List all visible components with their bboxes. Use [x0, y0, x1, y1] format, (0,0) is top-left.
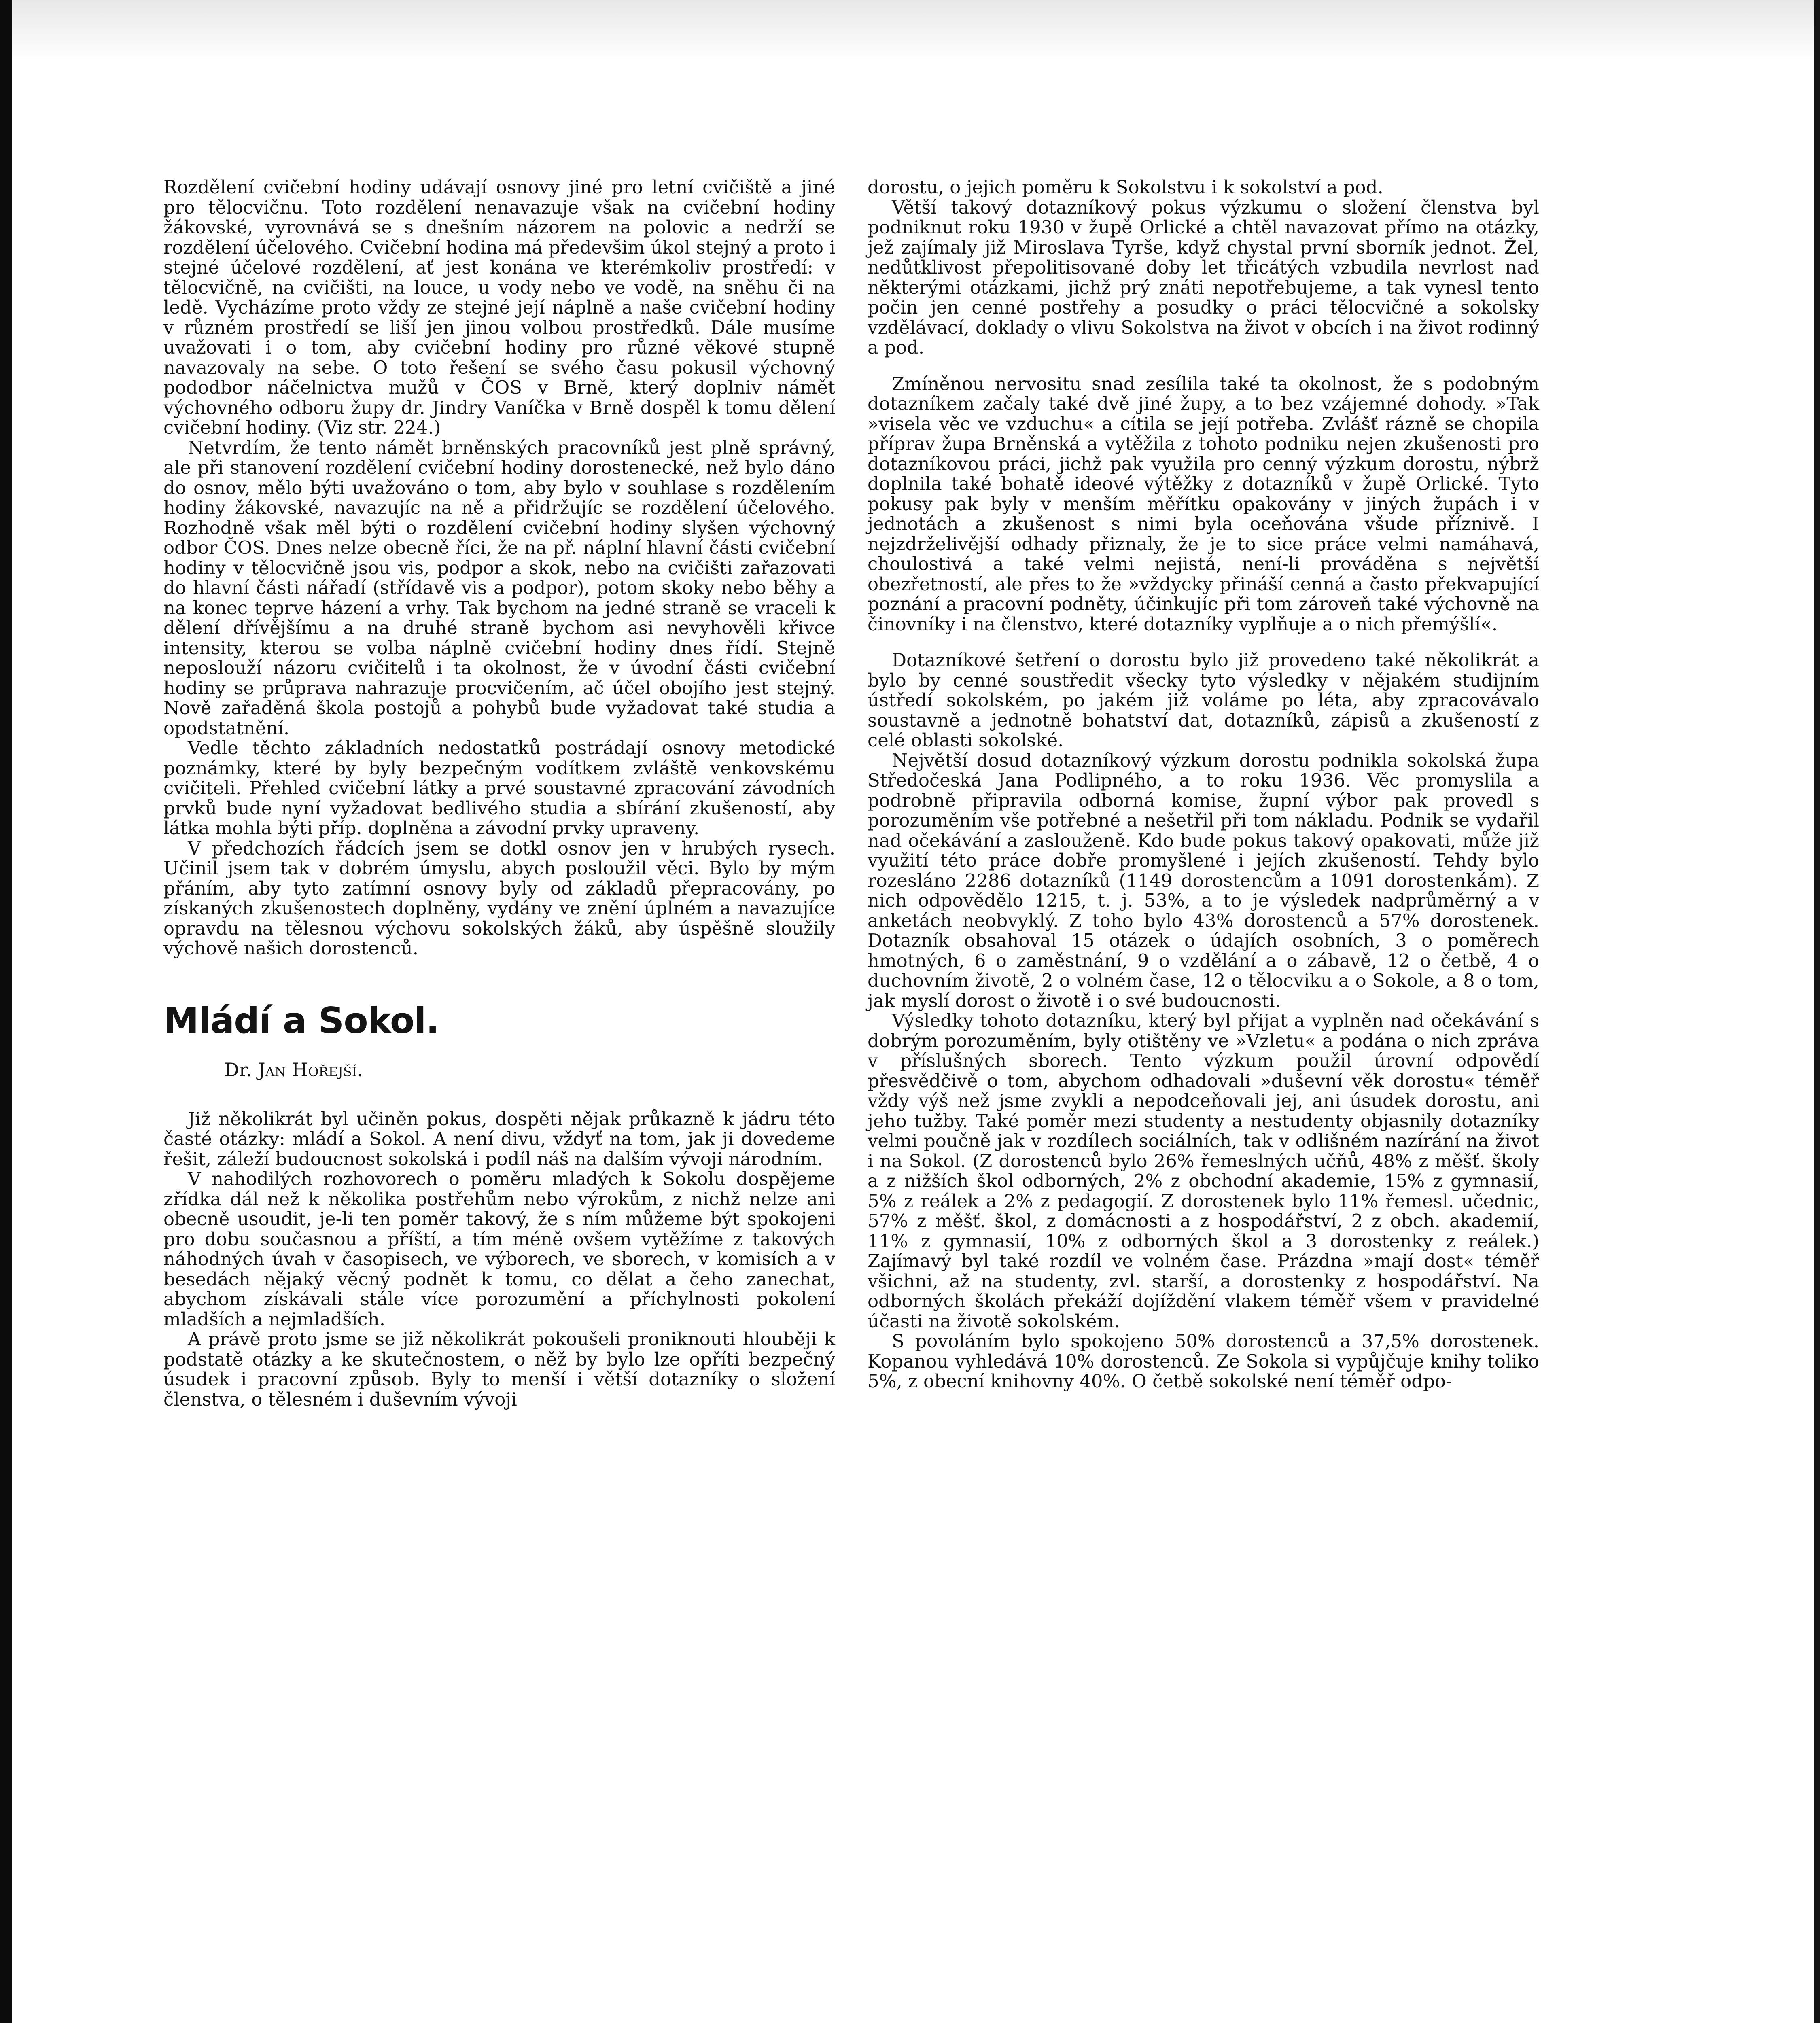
paragraph: V nahodilých rozhovorech o poměru mladých k Sokolu dospějeme zřídka dál než k několika postřehům nebo výrokům, z nichž nelze ani obecně usoudit, je-li ten poměr takový, že s ním můžeme být spokojeni pro dobu současnou a příští, a tím méně ovšem vytěžíme z takových náhodných úvah v časopisech, ve výborech, ve sborech, v komisích a v besedách nějaký věcný podnět k tomu, co dělat a čeho zanechat, abychom získávali stále více porozumění a příchylnosti pokolení mladších a nejmladších.: [163, 1168, 835, 1330]
paragraph: Netvrdím, že tento námět brněnských pracovníků jest plně správný, ale při stanovení rozdělení cvičební hodiny dorostenecké, než bylo dáno do osnov, mělo býti uvažováno o tom, aby bylo v souhlase s rozdělením hodiny žákovské, navazujíc na ně a přidržujíc se rozdělení účelového. Rozhodně však měl býti o rozdělení cvičební hodiny slyšen výchovný odbor ČOS. Dnes nelze obecně říci, že na př. náplní hlavní části cvičební hodiny v tělocvičně jsou vis, podpor a skok, nebo na cvičišti zařazovati do hlavní části nářadí (střídavě vis a podpor), potom skoky nebo běhy a na konec teprve házení a vrhy. Tak bychom na jedné straně se vraceli k dělení dřívějšímu a na druhé straně bychom asi nevyhověli křivce intensity, kterou se volba náplně cvičební hodiny dnes řídí. Stejně neposlouží názoru cvičitelů i ta okolnost, že v úvodní části cvičební hodiny se průprava nahrazuje procvičením, ač účel obojího jest stejný. Nově zařaděná škola postojů a pohybů bude vyžadovat také studia a opodstatnění.: [163, 437, 835, 739]
paragraph: S povoláním bylo spokojeno 50% dorostenců a 37,5% dorostenek. Kopanou vyhledává 10% dorostenců. Ze Sokola si vypůjčuje knihy toliko 5%, z obecní knihovny 40%. O četbě sokolské není téměř odpo-: [868, 1330, 1539, 1392]
paragraph: V předchozích řádcích jsem se dotkl osnov jen v hrubých rysech. Učinil jsem tak v dobrém úmyslu, abych posloužil věci. Bylo by mým přáním, aby tyto zatímní osnovy byly od základů přepracovány, po získaných zkušenostech doplněny, vydány ve znění úplném a navazujíce opravdu na tělesnou výchovu sokolských žáků, aby úspěšně sloužily výchově našich dorostenců.: [163, 837, 835, 959]
paragraph: Rozdělení cvičební hodiny udávají osnovy jiné pro letní cvičiště a jiné pro tělocvičnu. Toto rozdělení nenavazuje však na cvičební hodiny žákovské, vyrovnává se s dnešním názorem na polovic a nedrží se rozdělení účelového. Cvičební hodina má předevšim úkol stejný a proto i stejné účelové rozdělení, ať jest konána ve kterémkoliv prostředí: v tělocvičně, na cvičišti, na louce, u vody nebo ve vodě, na sněhu či na ledě. Vycházíme proto vždy ze stejné její náplně a naše cvičební hodiny v různém prostředí se liší jen jinou volbou prostředků. Dále musíme uvažovati i o tom, aby cvičební hodiny pro různé věkové stupně navazovaly na sebe. O toto řešení se svého času pokusil výchovný pododbor náčelnictva mužů v ČOS v Brně, který doplniv námět výchovného odboru župy dr. Jindry Vaníčka v Brně dospěl k tomu dělení cvičební hodiny. (Viz str. 224.): [163, 176, 835, 438]
paragraph: Zmíněnou nervositu snad zesílila také ta okolnost, že s podobným dotazníkem začaly také dvě jiné župy, a to bez vzájemné dohody. »Tak »visela věc ve vzduchu« a cítila se její potřeba. Zvlášť rázně se chopila příprav župa Brněnská a vytěžila z tohoto podniku nejen zkušenosti pro dotazníkovou práci, jichž pak využila pro cenný výzkum dorostu, nýbrž doplnila také bohatě ideové výtěžky z dotazníků v župě Orlické. Tyto pokusy pak byly v menším měřítku opakovány v jiných župách i v jednotách a zkušenost s nimi byla oceňována všude příznivě. I nejzdrželivější odhady přiznaly, že je to sice práce velmi namáhavá, choulostivá a také velmi nejistá, není-li prováděna s největší obezřetností, ale přes to že »vždycky přináší cenná a často překvapující poznání a pracovní podněty, účinkujíc při tom zároveň také výchovně na činovníky i na členstvo, které dotazníky vyplňuje a o nich přemýšlí«.: [868, 373, 1539, 635]
paragraph: Vedle těchto základních nedostatků postrádají osnovy metodické poznámky, které by byly bezpečným vodítkem zvláště venkovskému cvičiteli. Přehled cvičební látky a prvé soustavné zpracování závodních prvků bude nyní vyžadovat bedlivého studia a sbírání zkušeností, aby látka mohla býti příp. doplněna a závodní prvky upraveny.: [163, 737, 835, 839]
scan-border-right: [1814, 0, 1820, 2023]
paragraph: Výsledky tohoto dotazníku, který byl přijat a vyplněn nad očekávání s dobrým porozuměním, byly otištěny ve »Vzletu« a podána o nich zpráva v příslušných sborech. Tento výzkum použil úrovní odpovědí přesvědčivě o tom, abychom odhadovali »duševní věk dorostu« téměř vždy výš než jsme zvykli a nepodceňovali jej, ani úsudek dorostu, ani jeho tužby. Také poměr mezi studenty a nestudenty objasnily dotazníky velmi poučně jak v rozdílech sociálních, tak v odlišném nazírání na život i na Sokol. (Z dorostenců bylo 26% řemeslných učňů, 48% z měšť. školy a z nižších škol odborných, 2% z obchodní akademie, 15% z gymnasií, 5% z reálek a 2% z pedagogií. Z dorostenek bylo 11% řemesl. učednic, 57% z měšť. škol, z domácnosti a z hospodářství, 2 z obch. akademií, 11% z gymnasií, 10% z odborných škol a 3 dorostenky z reálek.) Zajímavý byl také rozdíl ve volném čase. Prázdna »mají dost« téměř všichni, až na studenty, zvl. starší, a dorostenky z hospodářství. Na odborných školách překáží dojíždění vlakem téměř všem v pravidelné účasti na životě sokolském.: [868, 1010, 1539, 1332]
paragraph: Dotazníkové šetření o dorostu bylo již provedeno také několikrát a bylo by cenné soustředit všecky tyto výsledky v nějakém studijním ústředí sokolském, po jakém již voláme po léta, aby zpracovávalo soustavně a jednotně bohatství dat, dotazníků, zápisů a zkušeností z celé oblasti sokolské.: [868, 649, 1539, 751]
paragraph: Největší dosud dotazníkový výzkum dorostu podnikla sokolská župa Středočeská Jana Podlipného, a to roku 1936. Věc promyslila a podrobně připravila odborná komise, župní výbor pak provedl s porozuměním vše potřebné a nešetřil při tom nákladu. Podnik se vydařil nad očekávání a zaslouženě. Kdo bude pokus takový opakovati, může již využití této práce dobře promyšlené i jejích zkušeností. Tehdy bylo rozesláno 2286 dotazníků (1149 dorostencům a 1091 dorostenkám). Z nich odpovědělo 1215, t. j. 53%, a to je výsledek nadprůměrný a v anketách neobvyklý. Z toho bylo 43% dorostenců a 57% dorostenek. Dotazník obsahoval 15 otázek o údajích osobních, 3 o poměrech hmotných, 6 o zaměstnání, 9 o vzdělání a o zábavě, 12 o četbě, 4 o duchovním životě, 2 o volném čase, 12 o tělocviku a o Sokole, a 8 o tom, jak myslí dorost o životě i o své budoucnosti.: [868, 749, 1539, 1012]
paragraph: Již několikrát byl učiněn pokus, dospěti nějak průkazně k jádru této časté otázky: mládí a Sokol. A není divu, vždyť na tom, jak ji dovedeme řešit, záleží budoucnost sokolská i podíl náš na dalším vývoji národním.: [163, 1108, 835, 1170]
article-author: [224, 1060, 835, 1080]
author-name: Jan Hořejší.: [258, 1058, 363, 1081]
left-column: [163, 177, 835, 1409]
scan-top-shade: [12, 0, 1814, 61]
right-column: [868, 177, 1539, 1391]
author-prefix: Dr.: [224, 1058, 258, 1081]
paragraph: A právě proto jsme se již několikrát pokoušeli proniknouti hlouběji k podstatě otázky a ke skutečnostem, o něž by bylo lze opříti bezpečný úsudek i pracovní způsob. Byly to menší i větší dotazníky o složení členstva, o tělesném i duševním vývoji: [163, 1328, 835, 1410]
scan-border-left: [0, 0, 12, 2023]
paragraph: Větší takový dotazníkový pokus výzkumu o složení členstva byl podniknut roku 1930 v župě Orlické a chtěl navazovat přímo na otázky, jež zajímaly již Miroslava Tyrše, když chystal první sborník jednot. Žel, nedůtklivost přepolitisované doby let třicátých vzbudila nevrlost nad některými otázkami, jichž prý znáti nepotřebujeme, a tak vynesl tento počin jen cenné postřehy a posudky o práci tělocvičné a sokolsky vzdělávací, doklady o vlivu Sokolstva na život v obcích i na život rodinný a pod.: [868, 196, 1539, 358]
article-heading: Mládí a Sokol.: [163, 999, 439, 1041]
paragraph: dorostu, o jejich poměru k Sokolstvu i k sokolství a pod.: [868, 176, 1383, 198]
